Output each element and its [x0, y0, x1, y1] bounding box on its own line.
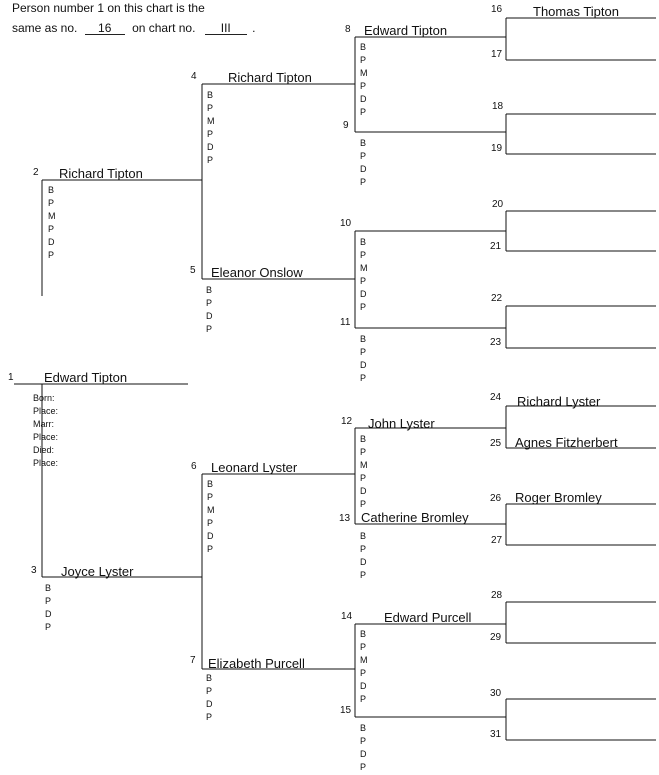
event-label: M	[360, 263, 368, 273]
event-label: P	[360, 473, 367, 483]
person-name-13: Catherine Bromley	[361, 510, 469, 525]
person-number-23: 23	[490, 337, 502, 348]
event-label: P	[360, 642, 367, 652]
header-line-1: Person number 1 on this chart is the	[12, 1, 205, 15]
event-label: P	[207, 544, 214, 554]
person-number-15: 15	[340, 705, 352, 716]
person-number-18: 18	[492, 101, 504, 112]
event-label: B	[206, 285, 213, 295]
event-label: B	[48, 185, 55, 195]
event-label: P	[48, 250, 55, 260]
event-label: Place:	[33, 406, 59, 416]
person-number-20: 20	[492, 199, 504, 210]
event-label: P	[206, 298, 213, 308]
event-label: B	[360, 334, 367, 344]
event-label: Place:	[33, 458, 59, 468]
event-label: B	[360, 723, 367, 733]
event-label: P	[207, 518, 214, 528]
event-label: D	[360, 681, 367, 691]
same-as-number-field: 16	[85, 22, 125, 35]
event-label: M	[360, 655, 368, 665]
event-label: P	[360, 570, 367, 580]
event-label: M	[360, 460, 368, 470]
event-label: D	[360, 749, 367, 759]
person-number-29: 29	[490, 632, 502, 643]
event-label: D	[360, 164, 367, 174]
event-label: P	[360, 762, 367, 772]
event-label: P	[360, 151, 367, 161]
event-label: D	[206, 311, 213, 321]
event-label: D	[360, 486, 367, 496]
event-label: P	[360, 302, 367, 312]
event-label: P	[48, 224, 55, 234]
event-label: Marr:	[33, 419, 54, 429]
event-label: P	[360, 81, 367, 91]
event-label: P	[206, 712, 213, 722]
event-label: D	[206, 699, 213, 709]
chart-number-field: III	[205, 22, 247, 35]
header-period: .	[252, 21, 256, 35]
person-number-5: 5	[190, 265, 196, 276]
on-chart-label: on chart no.	[132, 21, 196, 35]
event-label: M	[360, 68, 368, 78]
person-name-5: Eleanor Onslow	[211, 265, 303, 280]
person-name-26: Roger Bromley	[515, 490, 602, 505]
event-label: P	[360, 499, 367, 509]
person-number-13: 13	[339, 513, 351, 524]
event-label: P	[360, 177, 367, 187]
person-number-24: 24	[490, 392, 502, 403]
event-label: B	[206, 673, 213, 683]
event-label: P	[360, 544, 367, 554]
person-name-4: Richard Tipton	[228, 70, 312, 85]
person-name-8: Edward Tipton	[364, 23, 448, 38]
event-label: Born:	[33, 393, 55, 403]
event-label: P	[360, 347, 367, 357]
person-number-11: 11	[340, 317, 351, 328]
person-number-14: 14	[341, 611, 353, 622]
person-number-12: 12	[341, 416, 353, 427]
event-label: D	[360, 289, 367, 299]
event-label: M	[207, 116, 215, 126]
event-label: P	[360, 250, 367, 260]
person-name-12: John Lyster	[368, 416, 435, 431]
person-number-19: 19	[491, 143, 503, 154]
event-label: B	[207, 90, 214, 100]
event-label: M	[207, 505, 215, 515]
event-label: B	[360, 237, 367, 247]
header-line-2	[12, 21, 255, 35]
person-number-3: 3	[31, 565, 37, 576]
person-name-24: Richard Lyster	[517, 394, 601, 409]
event-label: P	[45, 596, 52, 606]
person-number-7: 7	[190, 655, 196, 666]
event-label: D	[207, 531, 214, 541]
person-name-6: Leonard Lyster	[211, 460, 298, 475]
person-number-30: 30	[490, 688, 502, 699]
person-name-25: Agnes Fitzherbert	[515, 435, 618, 450]
event-label: D	[360, 94, 367, 104]
event-label: P	[360, 55, 367, 65]
person-number-27: 27	[491, 535, 503, 546]
person-number-26: 26	[490, 493, 502, 504]
event-label: P	[207, 129, 214, 139]
event-label: D	[360, 557, 367, 567]
person-name-16: Thomas Tipton	[533, 4, 619, 19]
event-label: P	[360, 668, 367, 678]
person-number-1: 1	[8, 372, 14, 383]
person-number-2: 2	[33, 167, 39, 178]
same-as-label: same as no.	[12, 21, 78, 35]
person-number-31: 31	[490, 729, 502, 740]
event-label: B	[360, 629, 367, 639]
person-name-7: Elizabeth Purcell	[208, 656, 305, 671]
person-number-17: 17	[491, 49, 503, 60]
person-number-22: 22	[491, 293, 503, 304]
event-label: B	[360, 434, 367, 444]
event-label: D	[360, 360, 367, 370]
event-label: P	[360, 373, 367, 383]
person-name-2: Richard Tipton	[59, 166, 143, 181]
event-label: Place:	[33, 432, 59, 442]
event-label: P	[360, 107, 367, 117]
event-label: D	[207, 142, 214, 152]
person-number-4: 4	[191, 71, 197, 82]
event-label: P	[360, 736, 367, 746]
event-label: B	[45, 583, 52, 593]
event-label: P	[360, 276, 367, 286]
event-label: P	[360, 694, 367, 704]
event-label: P	[48, 198, 55, 208]
event-label: P	[207, 492, 214, 502]
event-label: P	[207, 103, 214, 113]
event-label: B	[360, 531, 367, 541]
person-name-1: Edward Tipton	[44, 370, 128, 385]
event-label: P	[206, 686, 213, 696]
person-number-16: 16	[491, 4, 503, 15]
event-label: D	[45, 609, 52, 619]
person-name-14: Edward Purcell	[384, 610, 472, 625]
person-number-25: 25	[490, 438, 502, 449]
event-label: B	[360, 42, 367, 52]
event-label: B	[360, 138, 367, 148]
person-number-8: 8	[345, 24, 351, 35]
person-number-6: 6	[191, 461, 197, 472]
event-label: P	[360, 447, 367, 457]
person-number-21: 21	[490, 241, 502, 252]
event-label: P	[206, 324, 213, 334]
event-label: M	[48, 211, 56, 221]
event-label: Died:	[33, 445, 55, 455]
person-number-9: 9	[343, 120, 349, 131]
person-number-28: 28	[491, 590, 503, 601]
event-label: P	[207, 155, 214, 165]
event-label: P	[45, 622, 52, 632]
person-name-3: Joyce Lyster	[61, 564, 134, 579]
person-number-10: 10	[340, 218, 352, 229]
event-label: D	[48, 237, 55, 247]
event-label: B	[207, 479, 214, 489]
